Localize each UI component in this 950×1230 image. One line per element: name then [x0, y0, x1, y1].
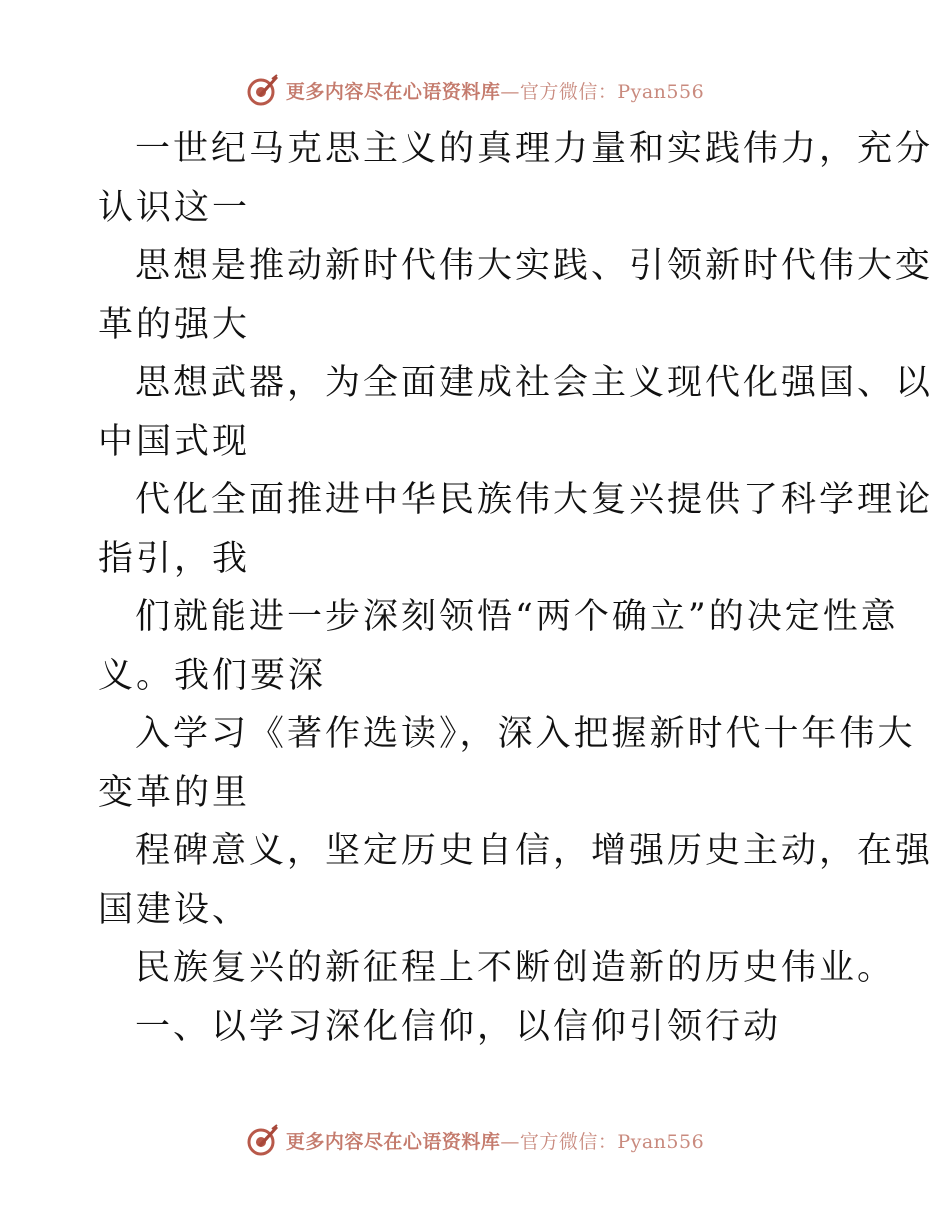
quill-logo-icon: [246, 1123, 280, 1157]
text-line-11: 入学习《著作选读》，深入把握新时代十年伟大: [135, 714, 916, 754]
text-line-14: 国建设、: [98, 889, 251, 930]
text-line-1: 一世纪马克思主义的真理力量和实践伟力，充分: [135, 129, 934, 169]
text-line-8: 指引，我: [98, 538, 251, 579]
document-body: [98, 120, 934, 1056]
text-line-2: 认识这一: [98, 187, 251, 228]
text-line-5: 思想武器，为全面建成社会主义现代化强国、以: [135, 363, 934, 403]
footer-watermark: [0, 1120, 950, 1160]
text-line-7: 代化全面推进中华民族伟大复兴提供了科学理论: [135, 480, 934, 520]
text-line-10: 义。我们要深: [98, 655, 327, 696]
text-line-12: 变革的里: [98, 772, 251, 813]
text-line-9: 们就能进一步深刻领悟“两个确立”的决定性意: [135, 597, 899, 637]
quill-logo-icon: [246, 73, 280, 107]
text-line-3: 思想是推动新时代伟大实践、引领新时代伟大变: [135, 246, 934, 286]
text-line-4: 革的强大: [98, 304, 251, 345]
text-line-6: 中国式现: [98, 421, 251, 462]
header-watermark: [0, 70, 950, 110]
watermark-text: 更多内容尽在心语资料库—官方微信：Pyan556: [285, 80, 705, 103]
text-line-15: 民族复兴的新征程上不断创造新的历史伟业。: [135, 948, 896, 988]
text-line-13: 程碑意义，坚定历史自信，增强历史主动，在强: [135, 831, 934, 871]
watermark-text: 更多内容尽在心语资料库—官方微信：Pyan556: [285, 1130, 705, 1153]
section-heading: 一、以学习深化信仰，以信仰引领行动: [135, 1006, 782, 1047]
